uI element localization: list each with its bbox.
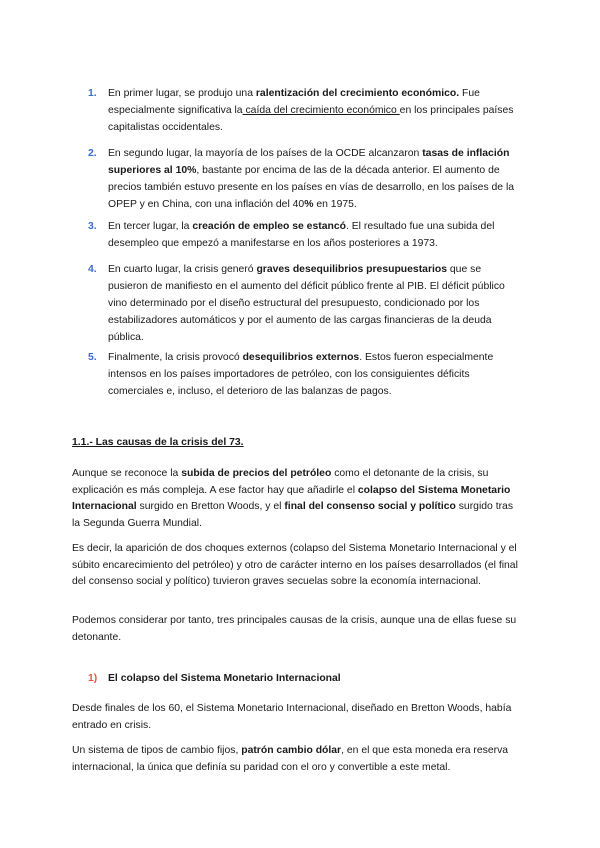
text-run: surgido en Bretton Woods, y el — [136, 501, 285, 512]
list-item-text — [108, 261, 520, 346]
text-run: como el detonante de la crisis, su explicación es más compleja. A ese factor hay que añadirle el — [72, 468, 489, 496]
text-run: Podemos considerar por tanto, tres principales causas de la crisis, aunque una de ellas fuese su detonante. — [72, 615, 517, 643]
paragraph — [72, 541, 522, 591]
list-number: 4. — [88, 264, 97, 275]
text-run: que se pusieron de manifiesto en el aumento del déficit público frente al PIB. El déficit público vino determinado por el diseño estructural del presupuesto, condicionado por los estabilizadores automáticos y por el aumento de las cargas financieras de la deuda pública. — [108, 264, 505, 343]
list-number: 5. — [88, 352, 97, 363]
text-run: Fue especialmente significativa la — [108, 88, 480, 116]
list-item-text — [108, 145, 520, 213]
text-run: Desde finales de los 60, el Sistema Monetario Internacional, diseñado en Bretton Woods, había entrado en crisis. — [72, 703, 512, 731]
text-run: Aunque se reconoce la — [72, 468, 182, 479]
list-item-5 — [88, 349, 520, 400]
list-number: 1. — [88, 88, 97, 99]
bold-text: % — [304, 199, 314, 210]
bold-text: colapso del Sistema Monetario Internacional — [72, 484, 511, 512]
text-run: , en el que esta moneda era reserva internacional, la única que definía su paridad con el oro y convertible a este metal. — [72, 745, 509, 773]
list-number: 2. — [88, 148, 97, 159]
underlined-text: caída del crecimiento económico — [242, 105, 400, 116]
section-heading: 1.1.- Las causas de la crisis del 73. — [72, 437, 244, 448]
text-run: En segundo lugar, la mayoría de los países de la OCDE alcanzaron — [108, 148, 423, 159]
list-item-text — [108, 218, 520, 252]
subsection-title: El colapso del Sistema Monetario Internacional — [108, 673, 341, 684]
text-run: Un sistema de tipos de cambio fijos, — [72, 745, 242, 756]
list-item-text — [108, 85, 520, 136]
text-run: en 1975. — [313, 199, 357, 210]
text-run: En tercer lugar, la — [108, 221, 193, 232]
paragraph — [72, 743, 522, 776]
bold-text: subida de precios del petróleo — [181, 468, 332, 479]
bold-text: patrón cambio dólar — [241, 745, 342, 756]
text-run: Es decir, la aparición de dos choques externos (colapso del Sistema Monetario Internacional y el súbito encarecimiento del petróleo) y otro de carácter interno en los países desarrollados (el final del consenso social y político) tuvieron graves secuelas sobre la economía internacional. — [72, 543, 518, 587]
list-item-text — [108, 349, 520, 400]
text-run: . El resultado fue una subida del desempleo que empezó a manifestarse en los años posteriores a 1973. — [108, 221, 495, 249]
bold-text: desequilibrios externos — [242, 352, 360, 363]
bold-text: ralentización del crecimiento económico. — [255, 88, 460, 99]
paragraph — [72, 466, 522, 532]
text-run: en los principales países capitalistas occidentales. — [108, 105, 514, 133]
bold-text: tasas de inflación superiores al 10% — [108, 148, 510, 176]
text-run: surgido tras la Segunda Guerra Mundial. — [72, 501, 514, 529]
text-run: . Estos fueron especialmente intensos en los países importadores de petróleo, con los consiguientes déficits comerciales e, incluso, el deterioro de las balanzas de pagos. — [108, 352, 494, 397]
subsection-heading — [88, 673, 341, 684]
paragraph — [72, 701, 522, 734]
list-item-1 — [88, 85, 520, 136]
text-run: En cuarto lugar, la crisis generó — [108, 264, 257, 275]
list-number: 3. — [88, 221, 97, 232]
text-run: En primer lugar, se produjo una — [108, 88, 256, 99]
text-run: Finalmente, la crisis provocó — [108, 352, 243, 363]
bold-text: final del consenso social y político — [284, 501, 456, 512]
subsection-number: 1) — [88, 673, 98, 684]
paragraph — [72, 613, 522, 646]
list-item-4 — [88, 261, 520, 346]
bold-text: creación de empleo se estancó — [192, 221, 346, 232]
list-item-3 — [88, 218, 520, 252]
bold-text: graves desequilibrios presupuestarios — [256, 264, 448, 275]
list-item-2 — [88, 145, 520, 213]
text-run: , bastante por encima de las de la década anterior. El aumento de precios también estuvo presente en los países en vías de desarrollo, en los países de la OPEP y en China, con una inflación del 40 — [108, 165, 515, 210]
